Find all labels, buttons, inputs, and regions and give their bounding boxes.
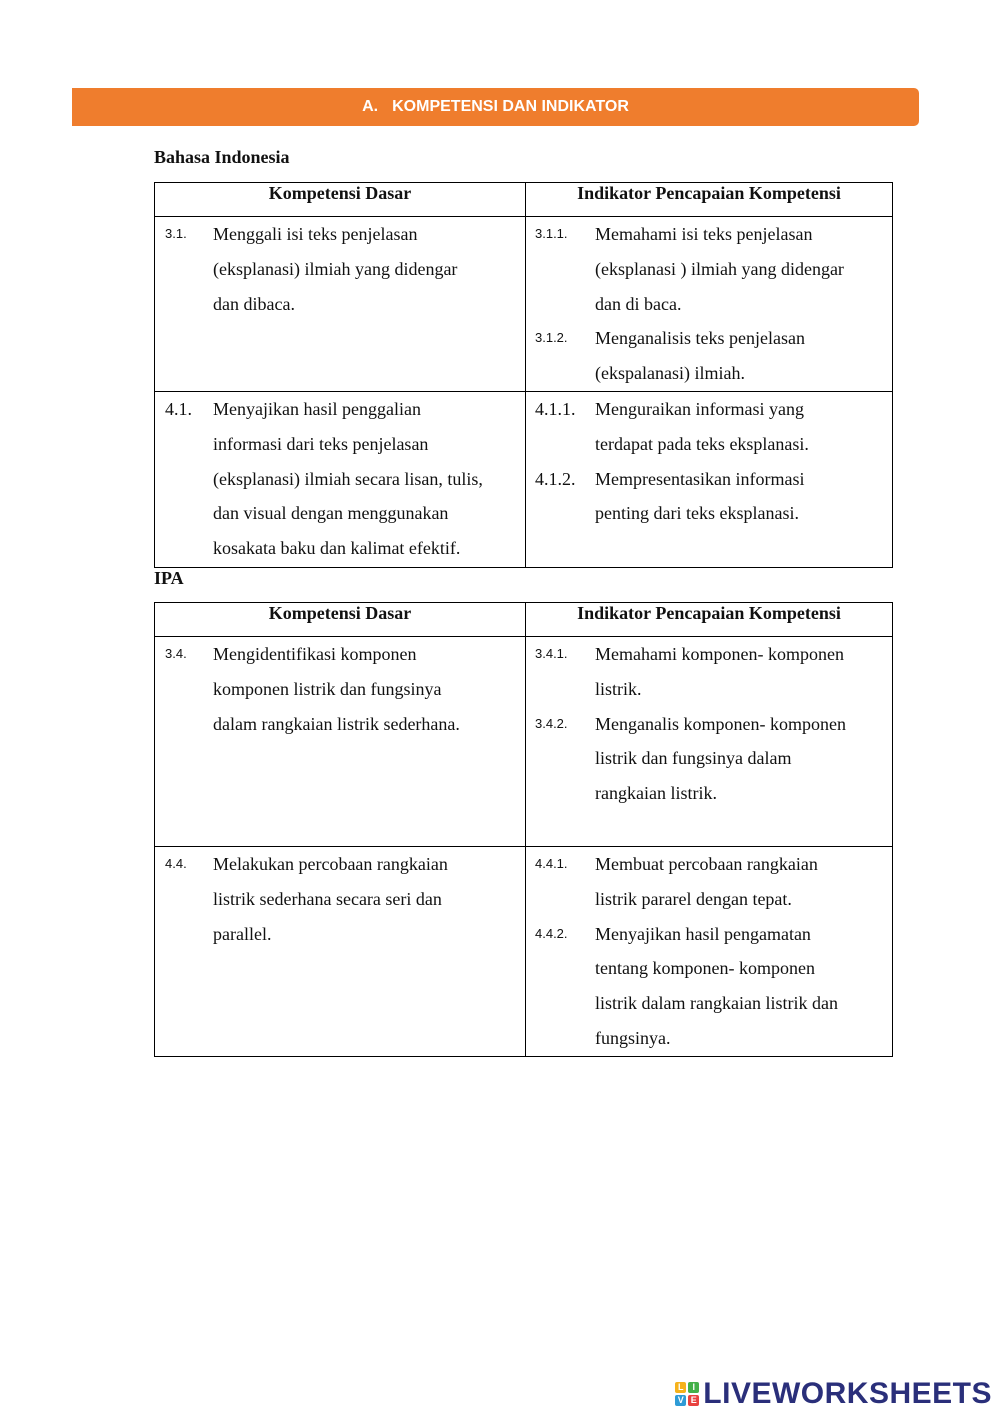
indicator-text-line: Menyajikan hasil pengamatan: [595, 923, 811, 944]
indicator-cell: [526, 392, 893, 568]
kd-text-line: informasi dari teks penjelasan: [213, 433, 429, 454]
kd-cell: [155, 217, 526, 392]
indicator-text-line: tentang komponen- komponen: [595, 958, 815, 979]
logo-text: LIVEWORKSHEETS: [703, 1377, 992, 1410]
logo-letter: L: [675, 1382, 686, 1393]
kd-text-line: kosakata baku dan kalimat efektif.: [213, 538, 461, 559]
indicator-text-line: rangkaian listrik.: [595, 783, 717, 804]
indicator-text-line: penting dari teks eksplanasi.: [595, 503, 799, 524]
table-header-row: [155, 603, 893, 637]
indicator-cell: [526, 217, 893, 392]
kd-text-line: dalam rangkaian listrik sederhana.: [213, 713, 460, 734]
liveworksheets-logo: [675, 1377, 992, 1411]
kd-number: 3.4.: [165, 646, 187, 661]
section-banner: [72, 88, 919, 126]
kd-text-line: (eksplanasi) ilmiah secara lisan, tulis,: [213, 468, 483, 489]
kd-text-line: dan visual dengan menggunakan: [213, 503, 449, 524]
table-row: [155, 847, 893, 1057]
kd-cell: [155, 847, 526, 1057]
header-kompetensi-dasar: Kompetensi Dasar: [155, 603, 526, 637]
indicator-number: 3.4.2.: [535, 715, 568, 731]
indicator-text-line: listrik dan fungsinya dalam: [595, 748, 792, 769]
indicator-text-line: Mempresentasikan informasi: [595, 468, 805, 489]
kd-text-line: dan dibaca.: [213, 293, 295, 314]
indicator-cell: [526, 637, 893, 847]
indicator-text-line: listrik pararel dengan tepat.: [595, 888, 792, 909]
indicator-text-line: (ekspalanasi) ilmiah.: [595, 363, 745, 384]
header-kompetensi-dasar: Kompetensi Dasar: [155, 183, 526, 217]
kd-text-line: (eksplanasi) ilmiah yang didengar: [213, 258, 458, 279]
indicator-cell: [526, 847, 893, 1057]
indicator-number: 4.4.1.: [535, 856, 568, 871]
banner-title: KOMPETENSI DAN INDIKATOR: [392, 98, 629, 115]
indicator-number: 3.1.1.: [535, 226, 568, 241]
table-row: [155, 392, 893, 568]
kd-number: 4.1.: [165, 399, 192, 419]
indicator-number: 3.4.1.: [535, 646, 568, 661]
table-row: [155, 637, 893, 847]
indicator-text-line: Menganalisis teks penjelasan: [595, 328, 805, 349]
indicator-text-line: fungsinya.: [595, 1027, 671, 1048]
section-title-bahasa-indonesia: Bahasa Indonesia: [154, 147, 290, 167]
kd-text-line: Menyajikan hasil penggalian: [213, 399, 421, 419]
kd-number: 4.4.: [165, 856, 187, 871]
indicator-text-line: Menganalis komponen- komponen: [595, 713, 846, 734]
header-indikator: Indikator Pencapaian Kompetensi: [526, 603, 893, 637]
indicator-text-line: listrik.: [595, 678, 642, 699]
kd-text-line: listrik sederhana secara seri dan: [213, 888, 442, 909]
banner-number: A.: [362, 98, 379, 115]
kd-cell: [155, 392, 526, 568]
indicator-text-line: listrik dalam rangkaian listrik dan: [595, 993, 838, 1014]
logo-letter: I: [688, 1382, 699, 1393]
kd-text-line: Mengidentifikasi komponen: [213, 644, 417, 664]
logo-letter: E: [688, 1395, 699, 1406]
kd-text-line: Menggali isi teks penjelasan: [213, 224, 418, 244]
kd-text-line: Melakukan percobaan rangkaian: [213, 854, 448, 874]
logo-letter: V: [675, 1395, 686, 1406]
section-title-ipa: IPA: [154, 568, 184, 588]
indicator-number: 4.1.2.: [535, 468, 576, 489]
header-indikator: Indikator Pencapaian Kompetensi: [526, 183, 893, 217]
indicator-text-line: terdapat pada teks eksplanasi.: [595, 433, 809, 454]
competency-table-bahasa-indonesia: [154, 182, 893, 568]
table-header-row: [155, 183, 893, 217]
kd-cell: [155, 637, 526, 847]
kd-number: 3.1.: [165, 226, 187, 241]
indicator-text-line: Memahami isi teks penjelasan: [595, 224, 813, 244]
kd-text-line: parallel.: [213, 923, 272, 944]
table-row: [155, 217, 893, 392]
liveworksheets-logo-icon: [675, 1382, 699, 1406]
indicator-text-line: Memahami komponen- komponen: [595, 644, 844, 664]
indicator-number: 4.1.1.: [535, 399, 576, 419]
indicator-text-line: Membuat percobaan rangkaian: [595, 854, 818, 874]
indicator-number: 3.1.2.: [535, 330, 568, 346]
indicator-number: 4.4.2.: [535, 925, 568, 941]
indicator-text-line: dan di baca.: [595, 293, 682, 314]
indicator-text-line: (eksplanasi ) ilmiah yang didengar: [595, 258, 844, 279]
indicator-text-line: Menguraikan informasi yang: [595, 399, 804, 419]
competency-table-ipa: [154, 602, 893, 1057]
kd-text-line: komponen listrik dan fungsinya: [213, 678, 442, 699]
